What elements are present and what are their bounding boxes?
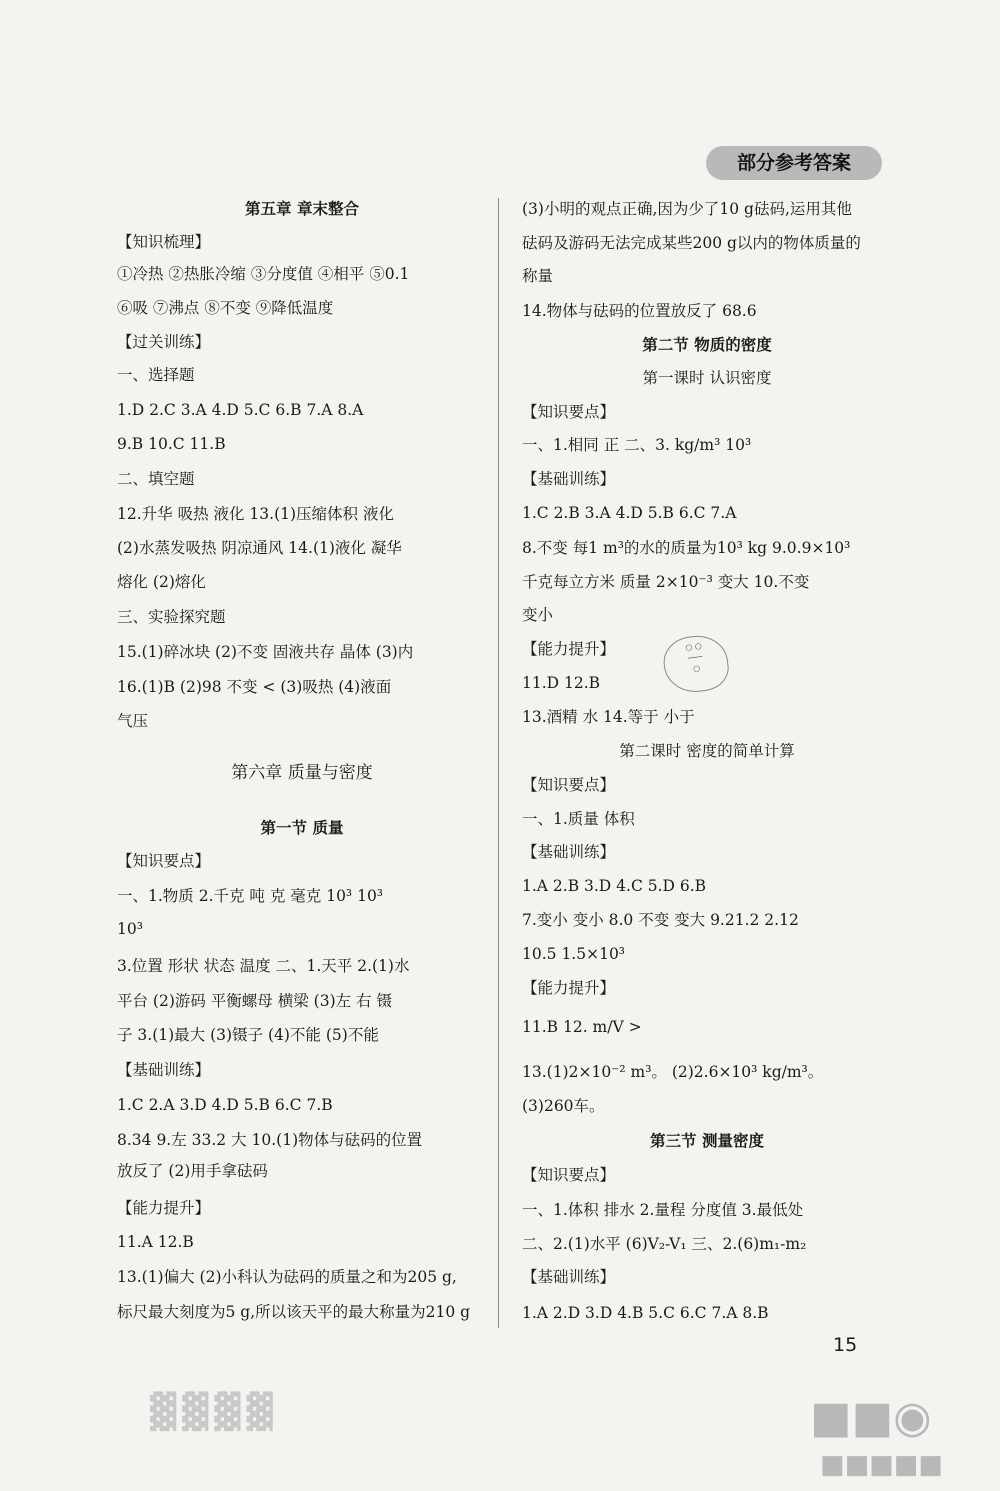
- stamp-mark: ○ ○ ─── ○: [660, 632, 731, 696]
- text-line: ⑥吸 ⑦沸点 ⑧不变 ⑨降低温度: [117, 299, 334, 317]
- text-line: 【能力提升】: [522, 979, 616, 997]
- text-line: 8.34 9.左 33.2 大 10.(1)物体与砝码的位置: [117, 1131, 423, 1149]
- text-line: 7.变小 变小 8.0 不变 变大 9.21.2 2.12: [522, 911, 799, 929]
- text-line: 15.(1)碎冰块 (2)不变 固液共存 晶体 (3)内: [117, 643, 414, 661]
- text-line: 1.A 2.B 3.D 4.C 5.D 6.B: [522, 877, 707, 895]
- text-line: (2)水蒸发吸热 阴凉通风 14.(1)液化 凝华: [117, 539, 402, 557]
- text-line: 称量: [522, 267, 554, 285]
- watermark-logo: ■■◉: [810, 1392, 932, 1443]
- section-title: 第三节 测量密度: [650, 1131, 764, 1150]
- text-line: 气压: [117, 712, 149, 730]
- text-line: 16.(1)B (2)98 不变 < (3)吸热 (4)液面: [117, 678, 392, 696]
- text-line: 放反了 (2)用手拿砝码: [117, 1162, 268, 1180]
- text-line: 1.A 2.D 3.D 4.B 5.C 6.C 7.A 8.B: [522, 1304, 769, 1322]
- text-line: ①冷热 ②热胀冷缩 ③分度值 ④相平 ⑤0.1: [117, 265, 410, 283]
- subsection-title: 第一课时 认识密度: [642, 369, 772, 387]
- text-line: 1.C 2.A 3.D 4.D 5.B 6.C 7.B: [117, 1096, 333, 1114]
- text-line: 11.B 12. m/V >: [522, 1018, 642, 1036]
- text-line: 13.(1)2×10⁻² m³。 (2)2.6×10³ kg/m³。: [522, 1063, 824, 1081]
- column-divider: [498, 198, 499, 1328]
- text-line: 千克每立方米 质量 2×10⁻³ 变大 10.不变: [522, 573, 810, 591]
- text-line: 一、选择题: [117, 366, 195, 384]
- text-line: 变小: [522, 606, 554, 624]
- text-line: 12.升华 吸热 液化 13.(1)压缩体积 液化: [117, 505, 394, 523]
- text-line: 11.D 12.B: [522, 674, 601, 692]
- text-line: 10³: [117, 920, 143, 938]
- text-line: 熔化 (2)熔化: [117, 573, 206, 591]
- text-line: 二、填空题: [117, 470, 195, 488]
- watermark-logo: ▓▓▓▓: [150, 1392, 279, 1432]
- text-line: 1.D 2.C 3.A 4.D 5.C 6.B 7.A 8.A: [117, 401, 364, 419]
- chapter5-title: 第五章 章末整合: [245, 199, 359, 218]
- text-line: 三、实验探究题: [117, 608, 226, 626]
- text-line: 3.位置 形状 状态 温度 二、1.天平 2.(1)水: [117, 957, 410, 975]
- text-line: 【能力提升】: [117, 1199, 211, 1217]
- section-title: 第二节 物质的密度: [642, 335, 772, 354]
- text-line: 【基础训练】: [522, 470, 616, 488]
- text-line: 13.酒精 水 14.等于 小于: [522, 708, 695, 726]
- text-line: 一、1.体积 排水 2.量程 分度值 3.最低处: [522, 1201, 804, 1219]
- text-line: 子 3.(1)最大 (3)镊子 (4)不能 (5)不能: [117, 1026, 379, 1044]
- text-line: 13.(1)偏大 (2)小科认为砝码的质量之和为205 g,: [117, 1268, 457, 1286]
- text-line: 平台 (2)游码 平衡螺母 横梁 (3)左 右 镊: [117, 992, 392, 1010]
- text-line: 【知识要点】: [522, 403, 616, 421]
- page-number: 15: [833, 1334, 858, 1356]
- text-line: 14.物体与砝码的位置放反了 68.6: [522, 302, 757, 320]
- section-title: 第一节 质量: [260, 818, 344, 837]
- text-line: 【知识要点】: [522, 776, 616, 794]
- text-line: 1.C 2.B 3.A 4.D 5.B 6.C 7.A: [522, 504, 737, 522]
- text-line: 【知识要点】: [117, 852, 211, 870]
- text-line: 一、1.质量 体积: [522, 810, 635, 828]
- text-line: 砝码及游码无法完成某些200 g以内的物体质量的: [522, 234, 861, 252]
- text-line: 二、2.(1)水平 (6)V₂-V₁ 三、2.(6)m₁-m₂: [522, 1235, 807, 1253]
- text-line: 一、1.物质 2.千克 吨 克 毫克 10³ 10³: [117, 887, 384, 905]
- text-line: (3)260车。: [522, 1097, 605, 1115]
- text-line: 【过关训练】: [117, 333, 211, 351]
- text-line: 【知识梳理】: [117, 233, 211, 251]
- text-line: 11.A 12.B: [117, 1233, 194, 1251]
- text-line: 【知识要点】: [522, 1166, 616, 1184]
- text-line: 10.5 1.5×10³: [522, 945, 626, 963]
- text-line: 一、1.相同 正 二、3. kg/m³ 10³: [522, 436, 752, 454]
- section-badge: 部分参考答案: [706, 146, 882, 180]
- text-line: 【基础训练】: [522, 843, 616, 861]
- text-line: 8.不变 每1 m³的水的质量为10³ kg 9.0.9×10³: [522, 539, 851, 557]
- chapter6-title: 第六章 质量与密度: [231, 763, 373, 783]
- text-line: 标尺最大刻度为5 g,所以该天平的最大称量为210 g: [117, 1303, 471, 1321]
- text-line: 【基础训练】: [117, 1061, 211, 1079]
- text-line: (3)小明的观点正确,因为少了10 g砝码,运用其他: [522, 200, 852, 218]
- text-line: 9.B 10.C 11.B: [117, 435, 226, 453]
- subsection-title: 第二课时 密度的简单计算: [619, 742, 795, 760]
- text-line: 【基础训练】: [522, 1268, 616, 1286]
- watermark-logo: ■■■■■: [820, 1450, 943, 1480]
- text-line: 【能力提升】: [522, 640, 616, 658]
